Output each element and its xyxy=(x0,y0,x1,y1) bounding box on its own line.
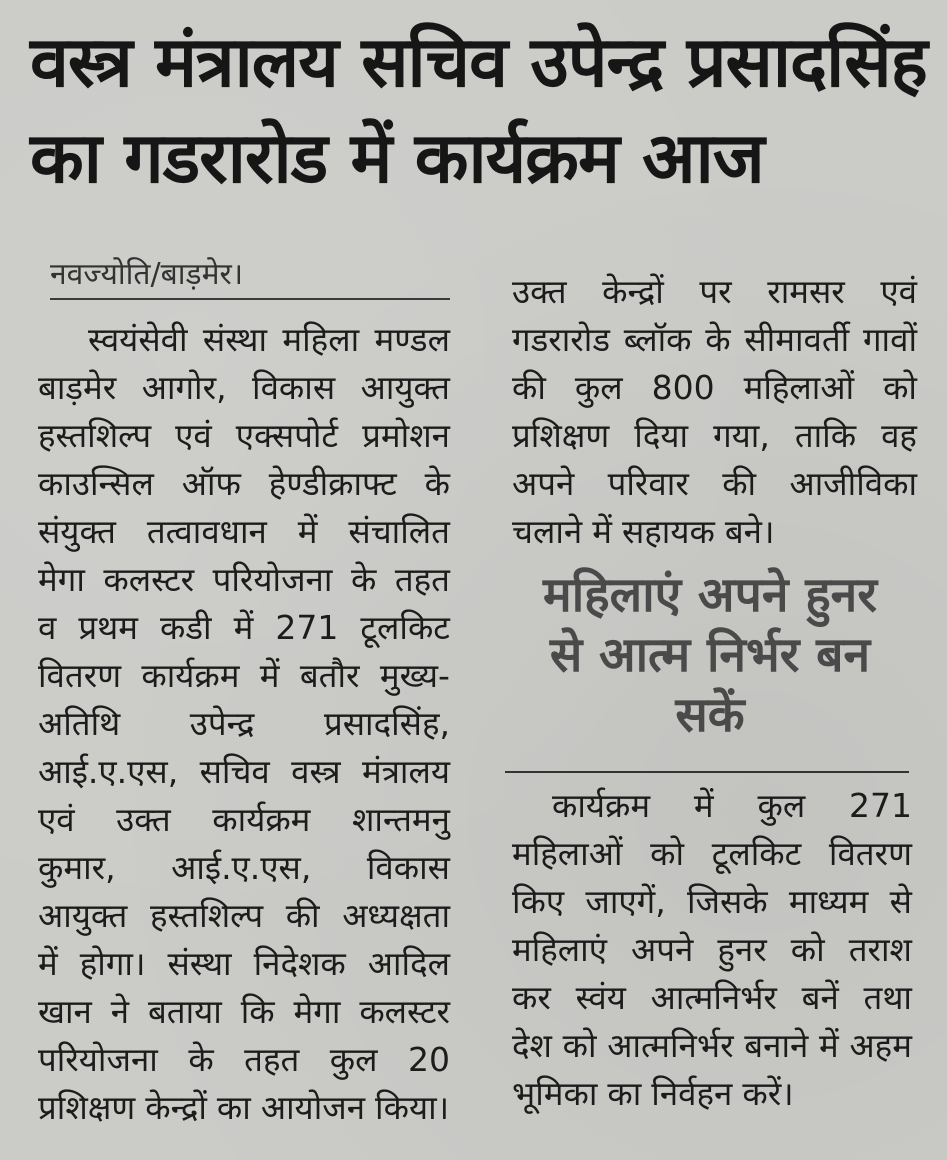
text-line: कुमार, आई.ए.एस, विकास xyxy=(38,848,450,887)
text-line: आई.ए.एस, सचिव वस्त्र मंत्रालय xyxy=(38,752,450,791)
text-line: प्रशिक्षण केन्द्रों का आयोजन किया। xyxy=(38,1088,450,1127)
headline-line-1: वस्त्र मंत्रालय सचिव उपेन्द्र प्रसादसिंह xyxy=(30,21,927,103)
text-line: अतिथि उपेन्द्र प्रसादसिंह, xyxy=(38,704,450,743)
text-line: कर स्वंय आत्मनिर्भर बनें तथा xyxy=(512,978,912,1017)
subheading-line-2: से आत्म निर्भर बन xyxy=(549,627,871,683)
subheading xyxy=(505,565,915,745)
text-line: व प्रथम कडी में 271 टूलकिट xyxy=(38,608,450,647)
text-line: कार्यक्रम में कुल 271 xyxy=(552,786,912,825)
text-line: काउन्सिल ऑफ हेण्डीक्राफ्ट के xyxy=(38,464,450,503)
text-line: किए जाएगें, जिसके माध्यम से xyxy=(512,882,912,921)
dateline: नवज्योति/बाड़मेर। xyxy=(50,257,244,292)
text-line: एवं उक्त कार्यक्रम शान्तमनु xyxy=(38,800,450,839)
headline xyxy=(30,14,940,206)
subheading-line-3: सकें xyxy=(675,687,745,743)
subheading-rule xyxy=(505,771,909,773)
text-line: संयुक्त तत्वावधान में संचालित xyxy=(38,512,450,551)
text-line: गडरारोड ब्लॉक के सीमावर्ती गावों xyxy=(512,320,917,359)
text-line: चलाने में सहायक बने। xyxy=(512,512,775,551)
right-column-top xyxy=(512,268,917,556)
text-line: प्रशिक्षण दिया गया, ताकि वह xyxy=(512,416,917,455)
text-line: खान ने बताया कि मेगा कलस्टर xyxy=(38,992,450,1031)
subheading-line-1: महिलाएं अपने हुनर xyxy=(543,567,877,623)
dateline-rule xyxy=(50,298,450,300)
text-line: वितरण कार्यक्रम में बतौर मुख्य- xyxy=(38,656,450,695)
text-line: की कुल 800 महिलाओं को xyxy=(512,368,917,407)
text-line: में होगा। संस्था निदेशक आदिल xyxy=(38,944,450,983)
text-line: हस्तशिल्प एवं एक्सपोर्ट प्रमोशन xyxy=(38,416,450,455)
left-column xyxy=(38,316,450,1132)
text-line: बाड़मेर आगोर, विकास आयुक्त xyxy=(38,368,450,407)
right-column-bottom xyxy=(512,782,912,1118)
text-line: भूमिका का निर्वहन करें। xyxy=(512,1074,794,1113)
text-line: परियोजना के तहत कुल 20 xyxy=(38,1040,450,1079)
text-line: अपने परिवार की आजीविका xyxy=(512,464,917,503)
text-line: उक्त केन्द्रों पर रामसर एवं xyxy=(512,272,917,311)
headline-line-2: का गडरारोड में कार्यक्रम आज xyxy=(30,117,764,199)
text-line: स्वयंसेवी संस्था महिला मण्डल xyxy=(88,320,450,359)
text-line: मेगा कलस्टर परियोजना के तहत xyxy=(38,560,450,599)
text-line: देश को आत्मनिर्भर बनाने में अहम xyxy=(512,1026,912,1065)
text-line: महिलाओं को टूलकिट वितरण xyxy=(512,834,912,873)
text-line: महिलाएं अपने हुनर को तराश xyxy=(512,930,912,969)
text-line: आयुक्त हस्तशिल्प की अध्यक्षता xyxy=(38,896,450,935)
